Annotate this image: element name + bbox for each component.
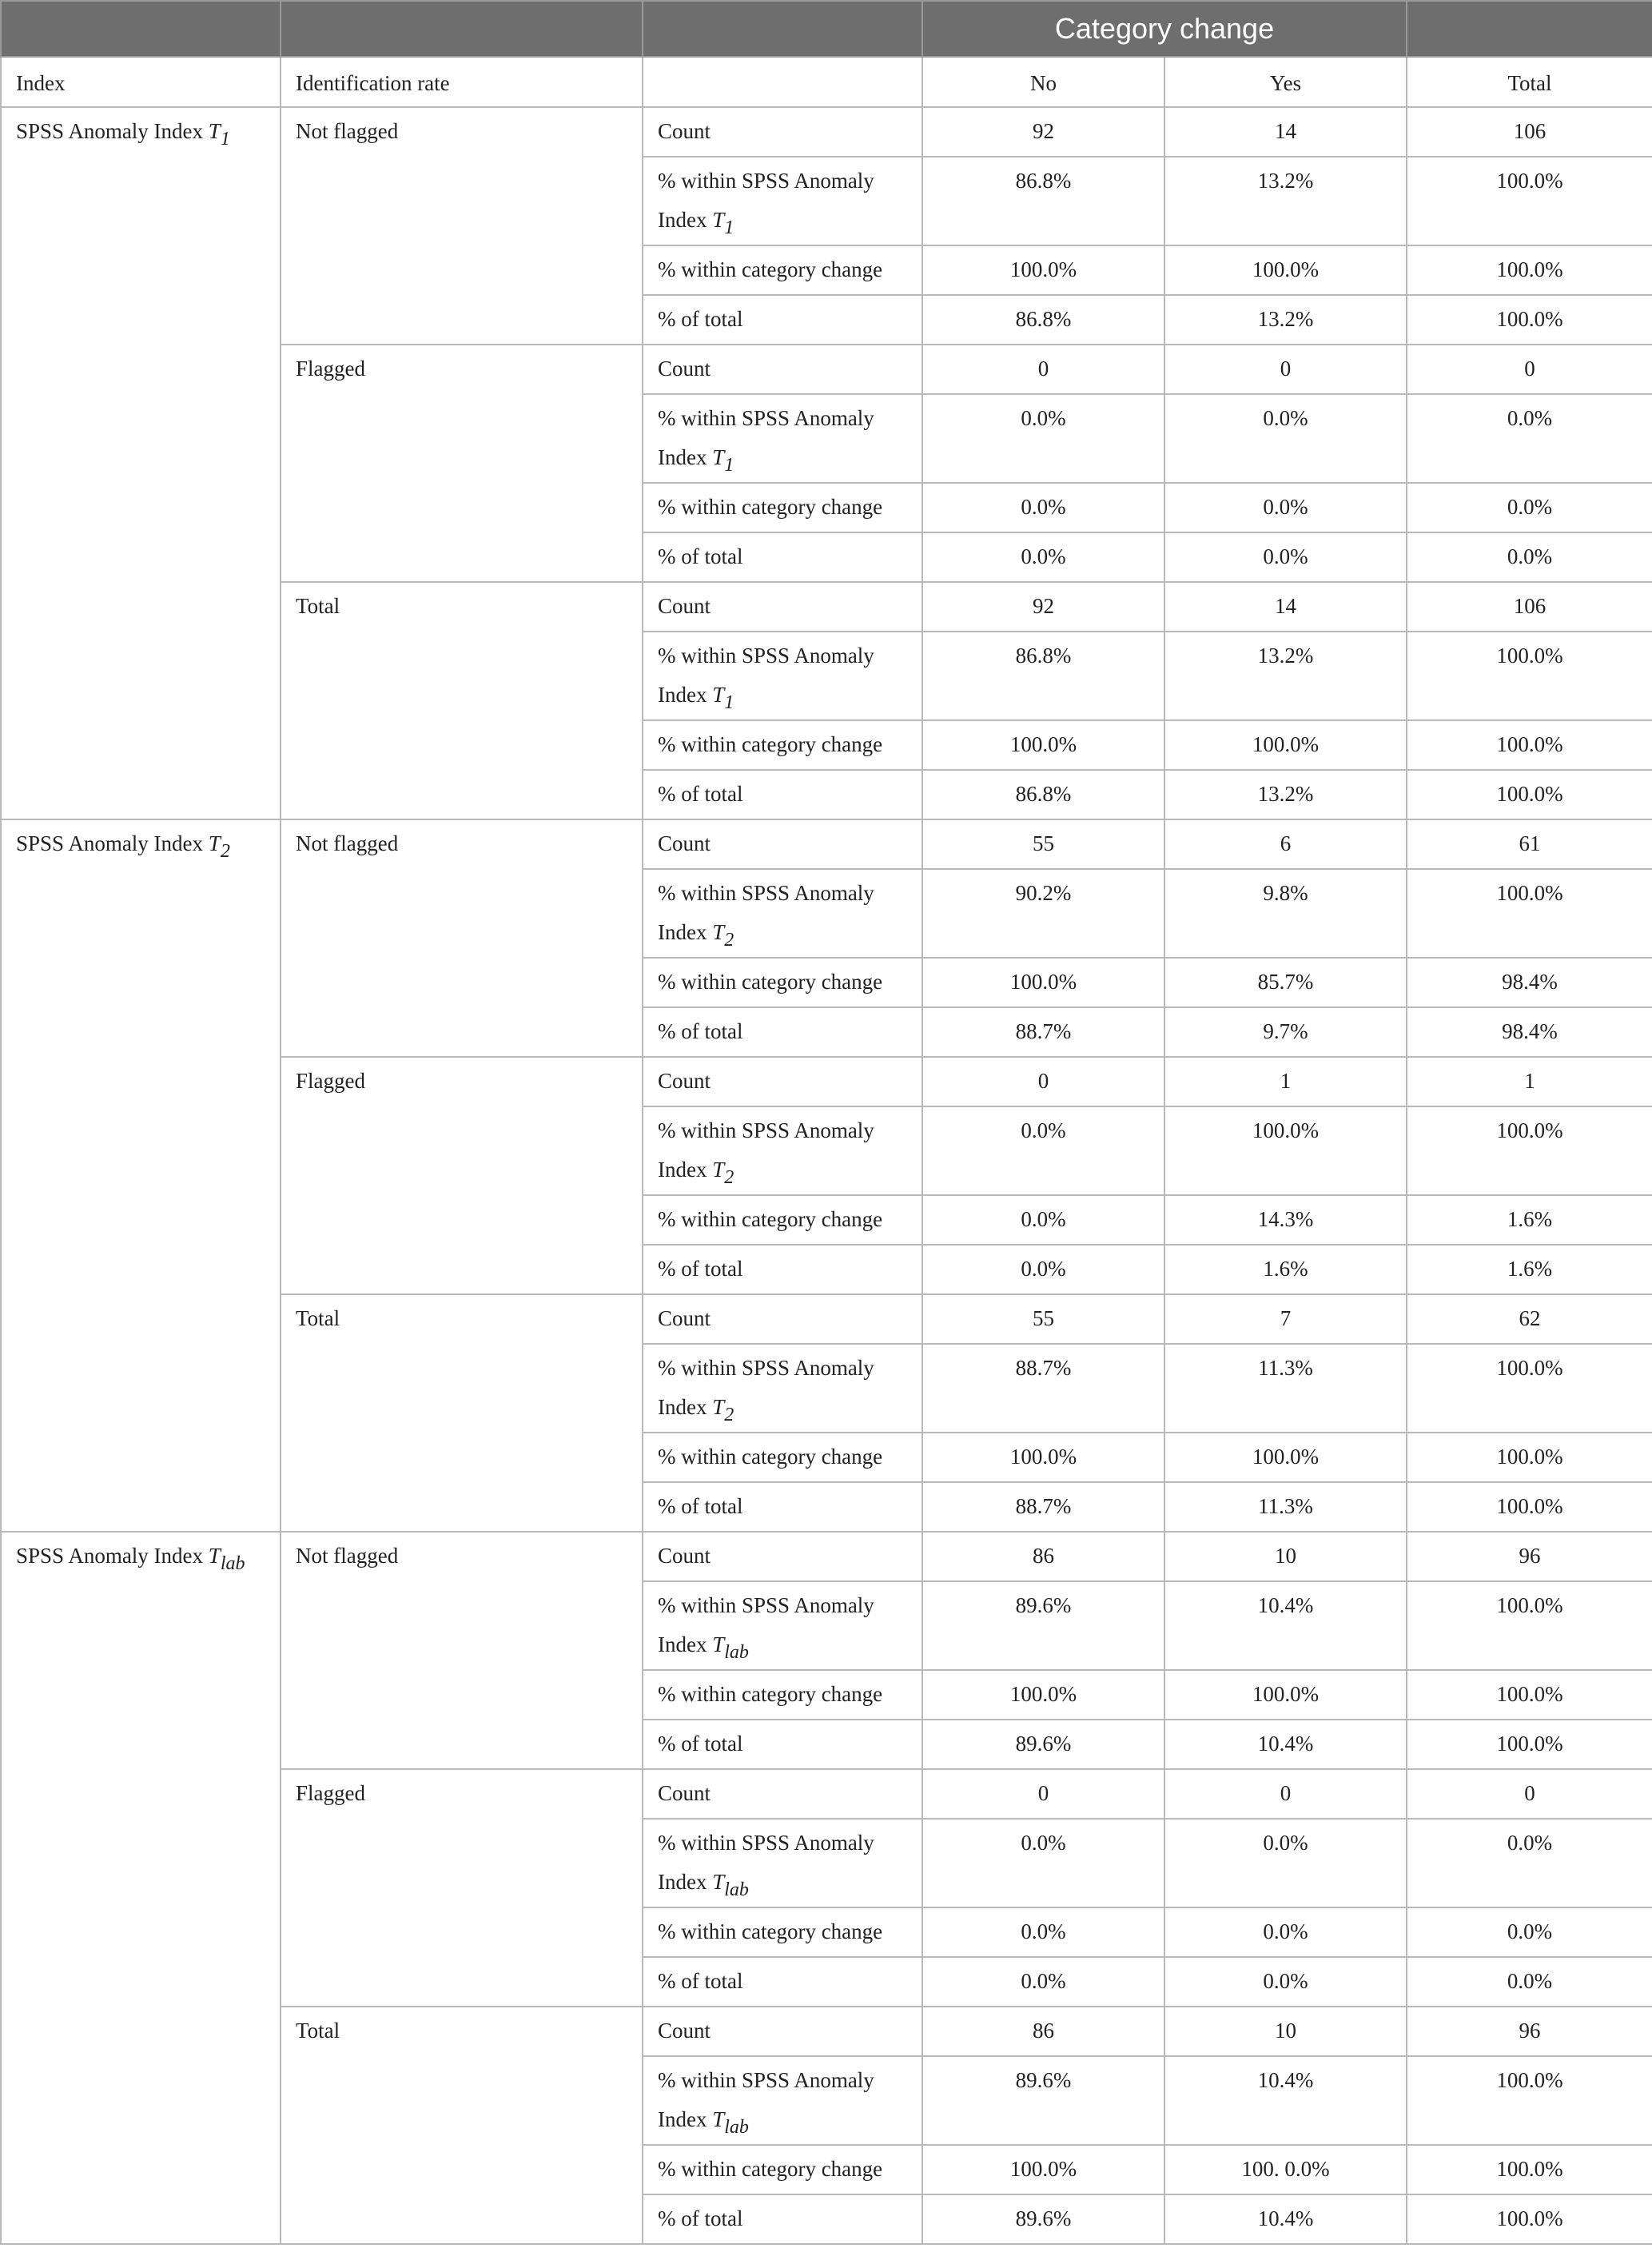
- statistic-label: % within SPSS Anomaly Index: [658, 406, 874, 469]
- statistic-symbol: T: [712, 1395, 725, 1419]
- identification-rate-cell: [281, 1532, 643, 1769]
- identification-rate-label: Not flagged: [296, 1544, 399, 1568]
- value-cell-yes: 0.0%: [1164, 483, 1407, 532]
- statistic-symbol: T: [712, 2107, 725, 2131]
- index-label-cell: [1, 819, 281, 1532]
- value-cell-total: 96: [1407, 1532, 1652, 1581]
- value-cell-yes: 0: [1164, 345, 1407, 394]
- statistic-label: % within category change: [658, 970, 883, 994]
- value-cell-yes: 0.0%: [1164, 1907, 1407, 1957]
- identification-rate-label: Flagged: [296, 1069, 365, 1093]
- identification-rate-label: Total: [296, 594, 340, 618]
- value-cell-total: 106: [1407, 107, 1652, 157]
- table-row: [1, 1532, 1652, 1581]
- index-label-cell: [1, 1532, 281, 2244]
- index-label-cell: [1, 107, 281, 819]
- value-cell-total: 0.0%: [1407, 1957, 1652, 2007]
- value-cell-yes: 14.3%: [1164, 1195, 1407, 1245]
- statistic-cell: [643, 1057, 922, 1106]
- statistic-subscript: lab: [724, 1642, 749, 1663]
- statistic-label: % of total: [658, 544, 743, 568]
- value-cell-no: 86.8%: [922, 295, 1164, 345]
- value-cell-no: 100.0%: [922, 720, 1164, 770]
- value-cell-no: 0.0%: [922, 1195, 1164, 1245]
- statistic-cell: [643, 869, 922, 958]
- statistic-label: % within category change: [658, 1682, 883, 1706]
- value-cell-total: 98.4%: [1407, 958, 1652, 1007]
- value-cell-no: 0.0%: [922, 1907, 1164, 1957]
- value-cell-no: 100.0%: [922, 1670, 1164, 1720]
- header-band-blank-3: [643, 1, 922, 57]
- column-header-row: [1, 57, 1652, 107]
- statistic-label: % within SPSS Anomaly Index: [658, 881, 874, 944]
- value-cell-no: 89.6%: [922, 1581, 1164, 1670]
- value-cell-yes: 6: [1164, 819, 1407, 869]
- value-cell-no: 0: [922, 1057, 1164, 1106]
- value-cell-yes: 11.3%: [1164, 1482, 1407, 1532]
- value-cell-no: 0.0%: [922, 1819, 1164, 1907]
- column-header-identification-rate: Identification rate: [281, 57, 643, 107]
- statistic-label: % within category change: [658, 1207, 883, 1231]
- value-cell-no: 86: [922, 2007, 1164, 2056]
- statistic-label: % within SPSS Anomaly Index: [658, 1118, 874, 1182]
- value-cell-total: 1: [1407, 1057, 1652, 1106]
- value-cell-yes: 1: [1164, 1057, 1407, 1106]
- identification-rate-label: Total: [296, 2019, 340, 2043]
- value-cell-total: 0.0%: [1407, 532, 1652, 582]
- statistic-subscript: 1: [724, 455, 734, 476]
- value-cell-total: 0.0%: [1407, 1907, 1652, 1957]
- value-cell-yes: 1.6%: [1164, 1245, 1407, 1294]
- value-cell-no: 88.7%: [922, 1007, 1164, 1057]
- value-cell-yes: 100.0%: [1164, 1433, 1407, 1482]
- value-cell-yes: 10.4%: [1164, 2194, 1407, 2244]
- value-cell-total: 106: [1407, 582, 1652, 632]
- identification-rate-cell: [281, 345, 643, 582]
- value-cell-no: 0.0%: [922, 1106, 1164, 1195]
- identification-rate-cell: [281, 107, 643, 345]
- value-cell-no: 0.0%: [922, 1245, 1164, 1294]
- statistic-label: % of total: [658, 1257, 743, 1281]
- value-cell-no: 92: [922, 582, 1164, 632]
- value-cell-no: 86.8%: [922, 632, 1164, 720]
- statistic-cell: [643, 1433, 922, 1482]
- statistic-cell: [643, 1720, 922, 1769]
- value-cell-yes: 13.2%: [1164, 157, 1407, 245]
- header-band-blank-2: [281, 1, 643, 57]
- statistic-subscript: lab: [724, 1879, 749, 1900]
- statistic-cell: [643, 1769, 922, 1819]
- value-cell-no: 0.0%: [922, 394, 1164, 483]
- statistic-cell: [643, 394, 922, 483]
- statistic-label: % within SPSS Anomaly Index: [658, 2068, 874, 2131]
- statistic-cell: [643, 245, 922, 295]
- value-cell-total: 100.0%: [1407, 1482, 1652, 1532]
- value-cell-no: 86.8%: [922, 770, 1164, 819]
- identification-rate-label: Flagged: [296, 357, 365, 381]
- identification-rate-cell: [281, 1057, 643, 1294]
- statistic-label: % within category change: [658, 257, 883, 281]
- value-cell-yes: 9.8%: [1164, 869, 1407, 958]
- value-cell-yes: 10.4%: [1164, 1581, 1407, 1670]
- value-cell-total: 96: [1407, 2007, 1652, 2056]
- statistic-label: % within SPSS Anomaly Index: [658, 644, 874, 707]
- value-cell-total: 0: [1407, 1769, 1652, 1819]
- statistic-label: Count: [658, 1781, 711, 1805]
- value-cell-total: 100.0%: [1407, 1670, 1652, 1720]
- value-cell-no: 88.7%: [922, 1482, 1164, 1532]
- statistic-symbol: T: [712, 208, 725, 232]
- statistic-cell: [643, 1245, 922, 1294]
- value-cell-total: 1.6%: [1407, 1195, 1652, 1245]
- value-cell-total: 100.0%: [1407, 869, 1652, 958]
- statistic-cell: [643, 1670, 922, 1720]
- value-cell-total: 98.4%: [1407, 1007, 1652, 1057]
- value-cell-total: 0: [1407, 345, 1652, 394]
- statistic-subscript: 2: [724, 930, 734, 951]
- statistic-cell: [643, 1195, 922, 1245]
- index-symbol: T: [208, 831, 221, 855]
- statistic-symbol: T: [712, 1632, 725, 1656]
- statistic-cell: [643, 958, 922, 1007]
- value-cell-no: 0: [922, 1769, 1164, 1819]
- value-cell-total: 100.0%: [1407, 1106, 1652, 1195]
- value-cell-yes: 13.2%: [1164, 770, 1407, 819]
- value-cell-yes: 0.0%: [1164, 1819, 1407, 1907]
- column-header-statistic: [643, 57, 922, 107]
- index-subscript: lab: [220, 1553, 245, 1574]
- statistic-cell: [643, 1294, 922, 1344]
- statistic-cell: [643, 1106, 922, 1195]
- value-cell-total: 100.0%: [1407, 770, 1652, 819]
- statistic-cell: [643, 1344, 922, 1433]
- value-cell-yes: 10: [1164, 1532, 1407, 1581]
- identification-rate-cell: [281, 2007, 643, 2244]
- value-cell-no: 100.0%: [922, 2145, 1164, 2194]
- identification-rate-cell: [281, 582, 643, 819]
- value-cell-yes: 100.0%: [1164, 1106, 1407, 1195]
- table-body: [1, 107, 1652, 2244]
- header-band-blank-1: [1, 1, 281, 57]
- identification-rate-cell: [281, 819, 643, 1057]
- statistic-cell: [643, 582, 922, 632]
- statistic-label: % within SPSS Anomaly Index: [658, 169, 874, 232]
- statistic-label: Count: [658, 119, 711, 143]
- statistic-cell: [643, 157, 922, 245]
- value-cell-no: 89.6%: [922, 2194, 1164, 2244]
- statistic-label: % within category change: [658, 1445, 883, 1469]
- statistic-cell: [643, 107, 922, 157]
- value-cell-no: 86.8%: [922, 157, 1164, 245]
- value-cell-no: 55: [922, 1294, 1164, 1344]
- statistic-label: Count: [658, 1306, 711, 1330]
- value-cell-no: 0.0%: [922, 532, 1164, 582]
- value-cell-no: 55: [922, 819, 1164, 869]
- statistic-label: Count: [658, 357, 711, 381]
- statistic-cell: [643, 1819, 922, 1907]
- value-cell-total: 61: [1407, 819, 1652, 869]
- value-cell-no: 89.6%: [922, 2056, 1164, 2145]
- value-cell-no: 100.0%: [922, 245, 1164, 295]
- statistic-cell: [643, 2056, 922, 2145]
- table-row: [1, 819, 1652, 869]
- statistic-label: % within category change: [658, 732, 883, 756]
- statistic-label: % of total: [658, 1019, 743, 1043]
- statistic-symbol: T: [712, 1158, 725, 1182]
- index-label: SPSS Anomaly Index: [16, 831, 209, 855]
- value-cell-yes: 100. 0.0%: [1164, 2145, 1407, 2194]
- statistic-cell: [643, 720, 922, 770]
- value-cell-no: 0: [922, 345, 1164, 394]
- index-symbol: T: [208, 119, 221, 143]
- statistic-cell: [643, 532, 922, 582]
- statistic-cell: [643, 1907, 922, 1957]
- statistic-subscript: 2: [724, 1167, 734, 1188]
- statistic-cell: [643, 1581, 922, 1670]
- statistic-subscript: 1: [724, 217, 734, 238]
- value-cell-total: 0.0%: [1407, 483, 1652, 532]
- header-band-blank-4: [1407, 1, 1652, 57]
- index-label: SPSS Anomaly Index: [16, 119, 209, 143]
- value-cell-total: 100.0%: [1407, 245, 1652, 295]
- value-cell-no: 86: [922, 1532, 1164, 1581]
- value-cell-total: 100.0%: [1407, 1344, 1652, 1433]
- statistic-label: Count: [658, 1544, 711, 1568]
- statistic-cell: [643, 345, 922, 394]
- statistic-label: % of total: [658, 1732, 743, 1756]
- statistic-cell: [643, 819, 922, 869]
- statistic-cell: [643, 2145, 922, 2194]
- statistic-label: % within SPSS Anomaly Index: [658, 1593, 874, 1656]
- statistic-label: % of total: [658, 307, 743, 331]
- statistic-symbol: T: [712, 1870, 725, 1894]
- statistic-label: % of total: [658, 782, 743, 806]
- statistic-label: % of total: [658, 1969, 743, 1993]
- statistic-cell: [643, 770, 922, 819]
- value-cell-yes: 100.0%: [1164, 720, 1407, 770]
- value-cell-yes: 0.0%: [1164, 394, 1407, 483]
- value-cell-yes: 7: [1164, 1294, 1407, 1344]
- value-cell-total: 100.0%: [1407, 1720, 1652, 1769]
- index-subscript: 1: [220, 129, 230, 149]
- value-cell-no: 92: [922, 107, 1164, 157]
- value-cell-yes: 0.0%: [1164, 532, 1407, 582]
- value-cell-no: 0.0%: [922, 483, 1164, 532]
- statistic-label: % within SPSS Anomaly Index: [658, 1356, 874, 1419]
- column-header-yes: Yes: [1164, 57, 1407, 107]
- value-cell-yes: 14: [1164, 107, 1407, 157]
- value-cell-yes: 10.4%: [1164, 2056, 1407, 2145]
- statistic-subscript: 2: [724, 1405, 734, 1425]
- statistic-cell: [643, 1957, 922, 2007]
- value-cell-yes: 13.2%: [1164, 295, 1407, 345]
- statistic-label: % of total: [658, 2206, 743, 2230]
- value-cell-yes: 100.0%: [1164, 1670, 1407, 1720]
- value-cell-total: 100.0%: [1407, 1581, 1652, 1670]
- statistic-cell: [643, 1007, 922, 1057]
- value-cell-yes: 0.0%: [1164, 1957, 1407, 2007]
- value-cell-total: 100.0%: [1407, 1433, 1652, 1482]
- statistic-cell: [643, 1482, 922, 1532]
- value-cell-no: 0.0%: [922, 1957, 1164, 2007]
- identification-rate-label: Not flagged: [296, 831, 399, 855]
- identification-rate-label: Flagged: [296, 1781, 365, 1805]
- value-cell-yes: 11.3%: [1164, 1344, 1407, 1433]
- statistic-symbol: T: [712, 920, 725, 944]
- value-cell-total: 100.0%: [1407, 632, 1652, 720]
- header-band-row: [1, 1, 1652, 57]
- value-cell-yes: 10: [1164, 2007, 1407, 2056]
- statistic-symbol: T: [712, 445, 725, 469]
- value-cell-yes: 9.7%: [1164, 1007, 1407, 1057]
- value-cell-yes: 14: [1164, 582, 1407, 632]
- value-cell-no: 89.6%: [922, 1720, 1164, 1769]
- index-symbol: T: [208, 1544, 221, 1568]
- statistic-label: Count: [658, 2019, 711, 2043]
- column-header-no: No: [922, 57, 1164, 107]
- value-cell-no: 88.7%: [922, 1344, 1164, 1433]
- value-cell-total: 0.0%: [1407, 394, 1652, 483]
- statistic-symbol: T: [712, 683, 725, 707]
- identification-rate-label: Total: [296, 1306, 340, 1330]
- statistic-cell: [643, 632, 922, 720]
- statistic-cell: [643, 295, 922, 345]
- statistic-label: % within category change: [658, 1919, 883, 1943]
- statistic-cell: [643, 1532, 922, 1581]
- value-cell-total: 100.0%: [1407, 295, 1652, 345]
- statistic-label: % within category change: [658, 495, 883, 519]
- category-change-heading: Category change: [922, 1, 1407, 57]
- value-cell-yes: 13.2%: [1164, 632, 1407, 720]
- value-cell-total: 1.6%: [1407, 1245, 1652, 1294]
- statistic-label: % within SPSS Anomaly Index: [658, 1831, 874, 1894]
- identification-rate-label: Not flagged: [296, 119, 399, 143]
- column-header-index: Index: [1, 57, 281, 107]
- value-cell-total: 100.0%: [1407, 2145, 1652, 2194]
- value-cell-total: 0.0%: [1407, 1819, 1652, 1907]
- value-cell-total: 100.0%: [1407, 157, 1652, 245]
- value-cell-no: 100.0%: [922, 1433, 1164, 1482]
- statistic-cell: [643, 2194, 922, 2244]
- identification-rate-cell: [281, 1294, 643, 1532]
- value-cell-total: 62: [1407, 1294, 1652, 1344]
- value-cell-total: 100.0%: [1407, 2056, 1652, 2145]
- value-cell-yes: 85.7%: [1164, 958, 1407, 1007]
- statistic-cell: [643, 2007, 922, 2056]
- statistic-label: Count: [658, 831, 711, 855]
- table-row: [1, 107, 1652, 157]
- statistic-label: % within category change: [658, 2157, 883, 2181]
- statistic-label: % of total: [658, 1494, 743, 1518]
- value-cell-yes: 10.4%: [1164, 1720, 1407, 1769]
- index-label: SPSS Anomaly Index: [16, 1544, 209, 1568]
- statistic-subscript: 1: [724, 692, 734, 713]
- value-cell-total: 100.0%: [1407, 720, 1652, 770]
- statistic-subscript: lab: [724, 2117, 749, 2138]
- statistic-cell: [643, 483, 922, 532]
- column-header-total: Total: [1407, 57, 1652, 107]
- value-cell-no: 90.2%: [922, 869, 1164, 958]
- value-cell-yes: 0: [1164, 1769, 1407, 1819]
- statistic-label: Count: [658, 594, 711, 618]
- identification-rate-cell: [281, 1769, 643, 2007]
- value-cell-no: 100.0%: [922, 958, 1164, 1007]
- statistic-label: Count: [658, 1069, 711, 1093]
- value-cell-total: 100.0%: [1407, 2194, 1652, 2244]
- index-subscript: 2: [220, 841, 230, 862]
- value-cell-yes: 100.0%: [1164, 245, 1407, 295]
